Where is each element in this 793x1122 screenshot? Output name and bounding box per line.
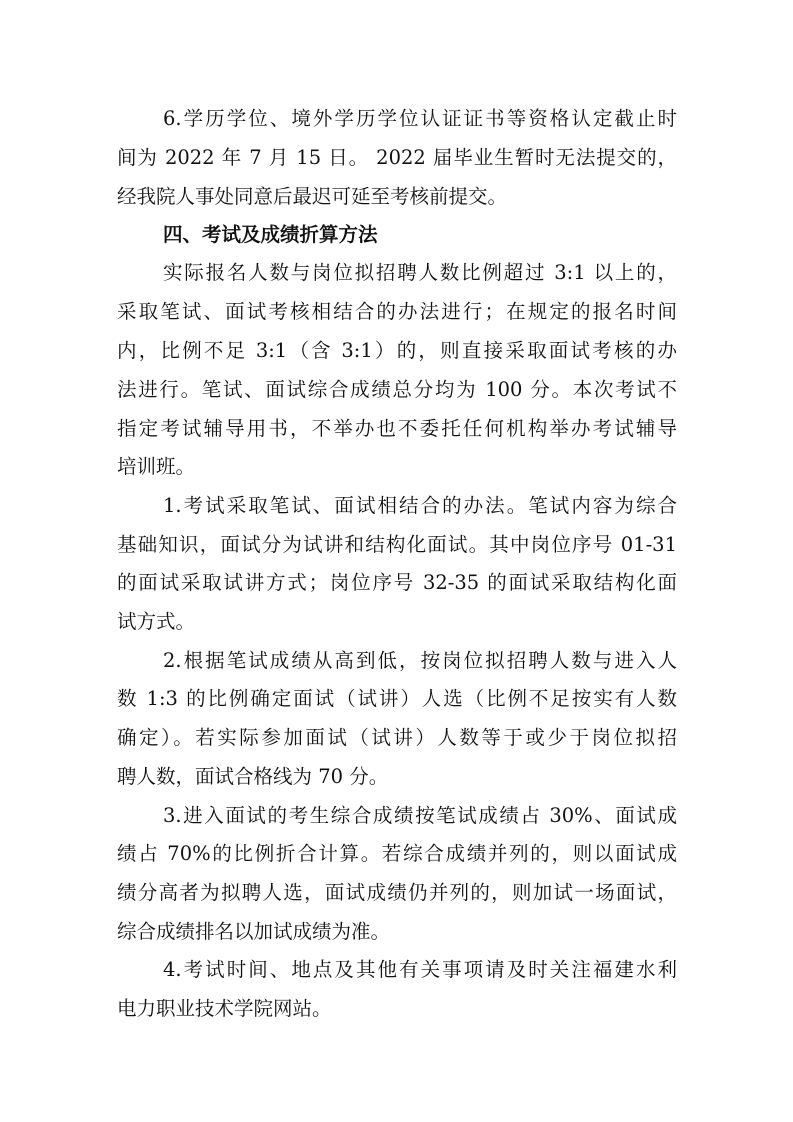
text-line: 数 1:3 的比例确定面试（试讲）人选（比例不足按实有人数 [117, 687, 677, 710]
text-line: 6.学历学位、境外学历学位认证证书等资格认定截止时 [163, 107, 677, 130]
text-line: 法进行。笔试、面试综合成绩总分均为 100 分。本次考试不 [117, 378, 677, 401]
text-line: 确定）。若实际参加面试（试讲）人数等于或少于岗位拟招 [117, 726, 677, 749]
text-line: 2.根据笔试成绩从高到低，按岗位拟招聘人数与进入人 [163, 649, 677, 672]
text-line: 综合成绩排名以加试成绩为准。 [117, 920, 391, 943]
text-line: 内，比例不足 3:1（含 3:1）的，则直接采取面试考核的办 [117, 339, 677, 362]
text-line: 试方式。 [117, 610, 196, 633]
text-line: 绩占 70%的比例折合计算。若综合成绩并列的，则以面试成 [117, 842, 677, 865]
text-line: 4.考试时间、地点及其他有关事项请及时关注福建水利 [163, 958, 677, 981]
section-heading: 四、考试及成绩折算方法 [163, 223, 378, 246]
text-line: 间为 2022 年 7 月 15 日。 2022 届毕业生暂时无法提交的， [117, 146, 677, 169]
text-line: 指定考试辅导用书，不举办也不委托任何机构举办考试辅导 [117, 417, 677, 440]
text-line: 3.进入面试的考生综合成绩按笔试成绩占 30%、面试成 [163, 804, 677, 827]
text-line: 1.考试采取笔试、面试相结合的办法。笔试内容为综合 [163, 494, 677, 517]
text-line: 基础知识，面试分为试讲和结构化面试。其中岗位序号 01-31 [117, 533, 677, 556]
text-line: 采取笔试、面试考核相结合的办法进行；在规定的报名时间 [117, 300, 677, 323]
text-line: 电力职业技术学院网站。 [117, 997, 332, 1020]
text-line: 绩分高者为拟聘人选，面试成绩仍并列的，则加试一场面试， [117, 881, 677, 904]
text-line: 聘人数，面试合格线为 70 分。 [117, 765, 389, 788]
text-line: 经我院人事处同意后最迟可延至考核前提交。 [117, 185, 508, 208]
text-line: 培训班。 [117, 455, 196, 478]
text-line: 实际报名人数与岗位拟招聘人数比例超过 3:1 以上的， [163, 261, 677, 284]
text-line: 的面试采取试讲方式；岗位序号 32-35 的面试采取结构化面 [117, 571, 677, 594]
